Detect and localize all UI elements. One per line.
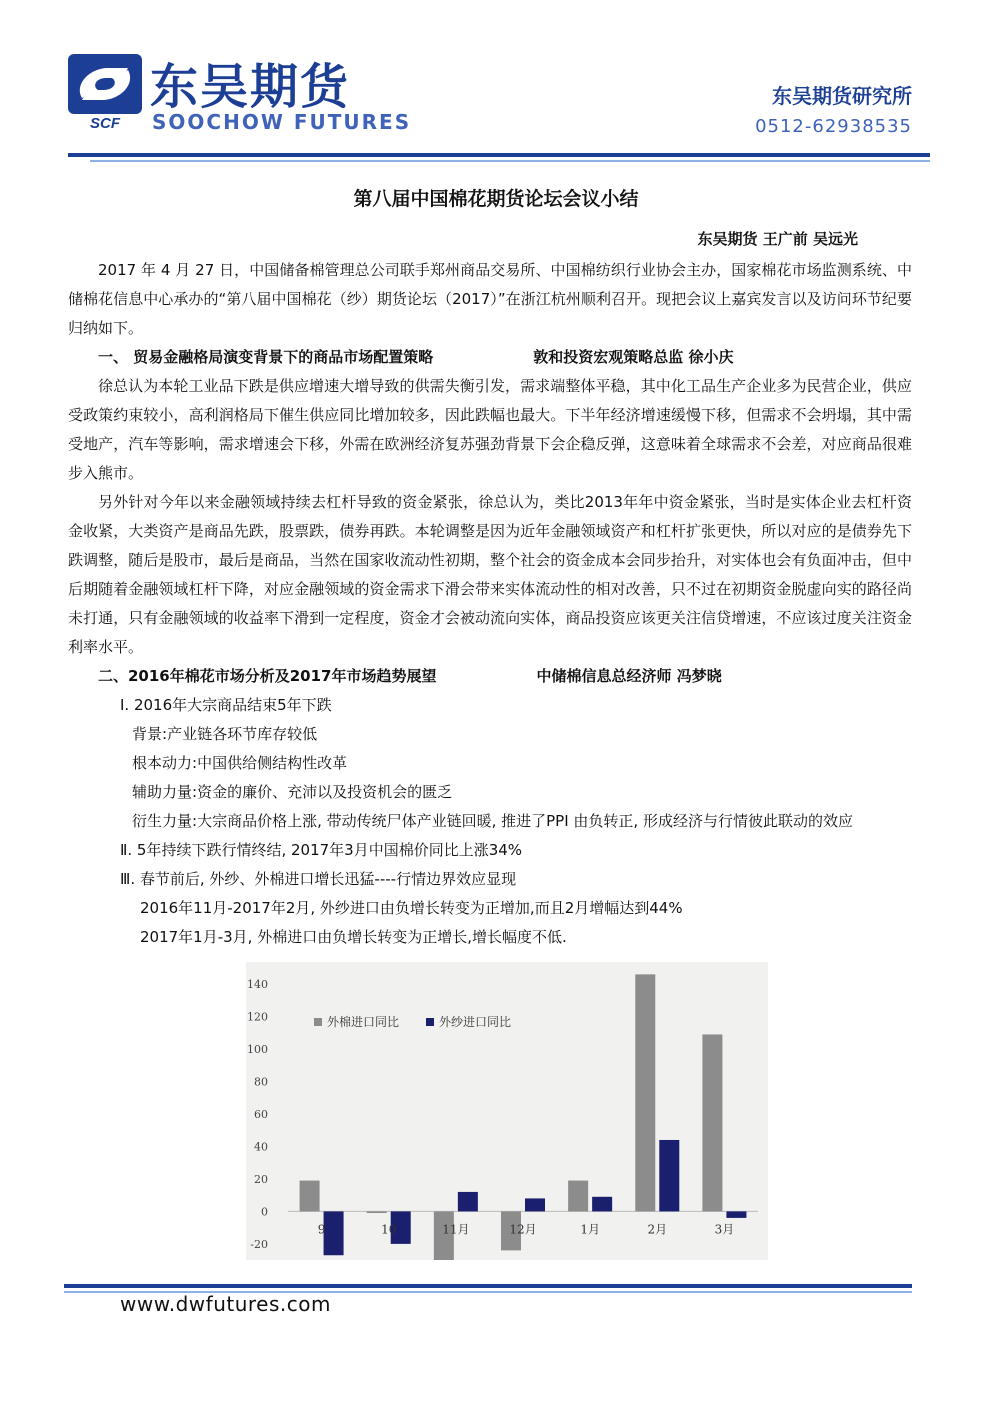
intro-paragraph: 2017 年 4 月 27 日，中国储备棉管理总公司联手郑州商品交易所、中国棉纺织行业协会主办，国家棉花市场监测系统、中储棉花信息中心承办的“第八届中国棉花（纱）期货论坛（2017）”在浙江杭州顺利召开。现把会议上嘉宾发言以及访问环节纪要归纳如下。 bbox=[68, 261, 912, 337]
outline-auxiliary bbox=[68, 778, 912, 807]
chart-canvas bbox=[246, 962, 768, 1260]
bar-yarn bbox=[324, 1211, 344, 1255]
legend-swatch bbox=[426, 1018, 434, 1026]
x-category-label: 3月 bbox=[714, 1222, 735, 1237]
y-tick-label: 140 bbox=[247, 978, 268, 992]
phone-number: 0512-62938535 bbox=[755, 116, 912, 137]
legend-swatch bbox=[314, 1018, 322, 1026]
section-2-title: 二、2016年棉花市场分析及2017年市场趋势展望 bbox=[98, 667, 437, 685]
y-tick-label: 120 bbox=[247, 1010, 268, 1024]
bar-cotton bbox=[367, 1211, 387, 1213]
section-2-heading bbox=[68, 662, 912, 691]
bar-yarn bbox=[659, 1140, 679, 1211]
outline-background bbox=[68, 720, 912, 749]
section-1-paragraph-1: 徐总认为本轮工业品下跌是供应增速大增导致的供需失衡引发，需求端整体平稳，其中化工品生产企业多为民营企业，供应受政策约束较小，高利润格局下催生供应同比增加较多，因此跌幅也最大。下半年经济增速缓慢下移，但需求不会坍塌，其中需受地产，汽车等影响，需求增速会下移，外需在欧洲经济复苏强劲背景下会企稳反弹，这意味着全球需求不会差，对应商品很难步入熊市。 bbox=[68, 377, 912, 482]
y-tick-label: 100 bbox=[247, 1043, 268, 1057]
x-category-label: 1月 bbox=[580, 1222, 600, 1237]
document-title: 第八届中国棉花期货论坛会议小结 bbox=[353, 188, 639, 210]
section-1-paragraph-2: 另外针对今年以来金融领域持续去杠杆导致的资金紧张，徐总认为，类比2013年年中资金紧张，当时是实体企业去杠杆资金收紧，大类资产是商品先跌，股票跌，债券再跌。本轮调整是因为近年金融领域资产和杠杆扩张更快，所以对应的是债券先下跌调整，随后是股市，最后是商品，当然在国家收流动性初期，整个社会的资金成本会同步抬升，对实体也会有负面冲击，但中后期随着金融领域杠杆下降，对应金融领域的资金需求下滑会带来实体流动性的相对改善，只不过在初期资金脱虚向实的路径尚未打通，只有金融领域的收益率下滑到一定程度，资金才会被动流向实体，商品投资应该更关注信贷增速，不应该过度关注资金利率水平。 bbox=[68, 493, 912, 656]
y-tick-label: -20 bbox=[250, 1237, 268, 1251]
y-tick-label: 0 bbox=[261, 1205, 268, 1219]
legend-label: 外棉进口同比 bbox=[327, 1015, 400, 1029]
document-body bbox=[68, 256, 912, 952]
outline-item-1: Ⅰ. 2016年大宗商品结束5年下跌 bbox=[120, 696, 332, 714]
page-header bbox=[0, 0, 992, 170]
outline-item-3-line-b: 2017年1月-3月, 外棉进口由负增长转变为正增长,增长幅度不低. bbox=[140, 928, 567, 946]
outline-driver-value: 中国供给侧结构性改革 bbox=[197, 754, 348, 772]
x-category-label: 2月 bbox=[647, 1222, 668, 1237]
logo-english-name: SOOCHOW FUTURES bbox=[152, 110, 412, 134]
section-2-outline bbox=[68, 691, 912, 952]
footer-website: www.dwfutures.com bbox=[120, 1292, 331, 1316]
outline-derivative-key: 衍生力量: bbox=[132, 812, 198, 830]
research-institute-name: 东吴期货研究所 bbox=[772, 84, 912, 108]
y-tick-label: 40 bbox=[254, 1140, 268, 1154]
x-category-label: 11月 bbox=[442, 1222, 470, 1237]
y-tick-label: 60 bbox=[254, 1108, 268, 1121]
logo-chinese-name: 东吴期货 bbox=[150, 59, 351, 115]
bar-cotton bbox=[300, 1181, 320, 1212]
outline-derivative-value: 大宗商品价格上涨, 带动传统尸体产业链回暖, 推进了PPI 由负转正, 形成经济与行情彼此联动的效应 bbox=[197, 812, 853, 830]
outline-item-3-line-a: 2016年11月-2017年2月, 外纱进口由负增长转变为正增加,而且2月增幅达到44% bbox=[140, 899, 683, 917]
section-1-title: 一、 贸易金融格局演变背景下的商品市场配置策略 bbox=[98, 348, 434, 366]
bar-cotton bbox=[702, 1034, 722, 1211]
bar-yarn bbox=[525, 1198, 545, 1211]
bar-yarn bbox=[458, 1192, 478, 1211]
bar-yarn bbox=[592, 1197, 612, 1212]
bar-yarn bbox=[726, 1211, 746, 1217]
outline-background-value: 产业链各环节库存较低 bbox=[167, 725, 318, 743]
outline-item-2: Ⅱ. 5年持续下跌行情终结, 2017年3月中国棉价同比上涨34% bbox=[120, 841, 523, 859]
outline-item-3: Ⅲ. 春节前后, 外纱、外棉进口增长迅猛----行情边界效应显现 bbox=[120, 870, 517, 888]
legend-label: 外纱进口同比 bbox=[439, 1015, 512, 1029]
header-divider-light bbox=[90, 160, 930, 162]
x-category-label: 9 bbox=[317, 1222, 326, 1237]
outline-auxiliary-key: 辅助力量: bbox=[132, 783, 198, 801]
bar-cotton bbox=[635, 974, 655, 1211]
bar-cotton bbox=[568, 1181, 588, 1212]
outline-driver bbox=[68, 749, 912, 778]
footer-divider bbox=[64, 1284, 912, 1288]
import-yoy-bar-chart bbox=[246, 962, 768, 1260]
header-divider bbox=[68, 153, 930, 157]
section-2-speaker: 中储棉信息总经济师 冯梦晓 bbox=[536, 667, 722, 685]
outline-background-key: 背景: bbox=[132, 725, 168, 743]
logo-mark-text: SCF bbox=[90, 115, 120, 130]
x-category-label: 12月 bbox=[509, 1222, 537, 1237]
y-tick-label: 20 bbox=[254, 1172, 268, 1186]
outline-driver-key: 根本动力: bbox=[132, 754, 198, 772]
section-1-speaker: 敦和投资宏观策略总监 徐小庆 bbox=[533, 348, 734, 366]
x-category-label: 10 bbox=[381, 1222, 397, 1237]
outline-auxiliary-value: 资金的廉价、充沛以及投资机会的匮乏 bbox=[197, 783, 453, 801]
y-tick-label: 80 bbox=[254, 1075, 268, 1089]
outline-derivative bbox=[68, 807, 912, 836]
document-authors: 东吴期货 王广前 吴远光 bbox=[697, 230, 858, 248]
scf-logo-icon bbox=[68, 54, 142, 130]
section-1-heading bbox=[68, 343, 912, 372]
